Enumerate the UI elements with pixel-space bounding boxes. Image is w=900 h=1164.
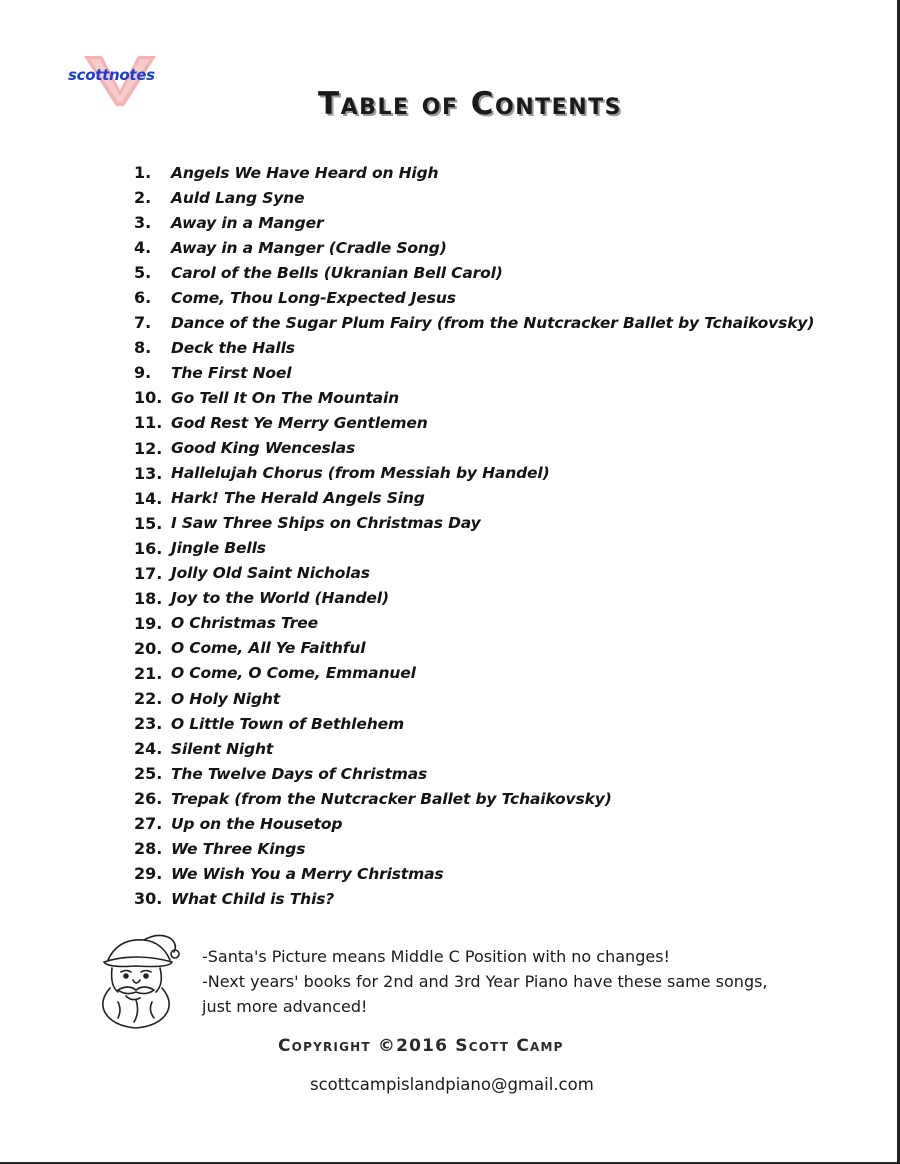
toc-item[interactable] bbox=[134, 160, 774, 185]
toc-number: 20. bbox=[134, 638, 163, 658]
toc-number: 2. bbox=[134, 188, 152, 208]
toc-number: 16. bbox=[134, 538, 163, 558]
toc-title: O Holy Night bbox=[171, 689, 281, 708]
toc-item[interactable] bbox=[134, 786, 774, 811]
toc-title: Carol of the Bells (Ukranian Bell Carol) bbox=[171, 263, 503, 282]
toc-title: The Twelve Days of Christmas bbox=[171, 764, 428, 783]
contact-email[interactable]: scottcampislandpiano@gmail.com bbox=[310, 1075, 594, 1094]
toc-title: We Three Kings bbox=[171, 839, 306, 858]
toc-item[interactable] bbox=[134, 736, 774, 761]
toc-number: 1. bbox=[134, 163, 152, 183]
toc-title: Jingle Bells bbox=[171, 539, 266, 558]
toc-number: 17. bbox=[134, 563, 163, 583]
toc-number: 22. bbox=[134, 689, 163, 708]
toc-number: 7. bbox=[134, 313, 152, 333]
toc-item[interactable] bbox=[134, 436, 774, 461]
toc-item[interactable] bbox=[134, 511, 774, 536]
toc-item[interactable] bbox=[134, 886, 774, 911]
logo-text: scottnotes bbox=[68, 66, 155, 84]
toc-title: Deck the Halls bbox=[171, 338, 295, 357]
note-line: -Santa's Picture means Middle C Position with no changes! bbox=[202, 947, 670, 966]
toc-title: We Wish You a Merry Christmas bbox=[171, 864, 444, 883]
toc-title: Up on the Housetop bbox=[171, 814, 343, 833]
toc-number: 25. bbox=[134, 764, 163, 784]
toc-item[interactable] bbox=[134, 285, 774, 310]
toc-number: 29. bbox=[134, 864, 163, 884]
toc-number: 26. bbox=[134, 789, 163, 809]
toc-number: 11. bbox=[134, 413, 163, 433]
table-of-contents bbox=[134, 160, 815, 911]
toc-item[interactable] bbox=[134, 536, 774, 561]
toc-number: 14. bbox=[134, 488, 163, 508]
toc-title: Silent Night bbox=[171, 739, 274, 758]
toc-title: Jolly Old Saint Nicholas bbox=[171, 564, 370, 583]
page-title: Table of Contents bbox=[318, 86, 622, 122]
scottnotes-logo bbox=[68, 52, 178, 112]
santa-notes bbox=[202, 944, 842, 1019]
toc-number: 9. bbox=[134, 363, 152, 383]
toc-item[interactable] bbox=[134, 335, 774, 360]
toc-number: 13. bbox=[134, 463, 163, 483]
toc-title: Go Tell It On The Mountain bbox=[171, 388, 400, 407]
toc-item[interactable] bbox=[134, 486, 774, 511]
toc-number: 10. bbox=[134, 388, 163, 408]
copyright: Copyright ©2016 Scott Camp bbox=[278, 1036, 564, 1056]
toc-item[interactable] bbox=[134, 661, 774, 686]
toc-title: O Christmas Tree bbox=[171, 614, 318, 633]
toc-item[interactable] bbox=[134, 611, 774, 636]
toc-item[interactable] bbox=[134, 360, 774, 385]
toc-item[interactable] bbox=[134, 686, 774, 711]
toc-number: 4. bbox=[134, 238, 152, 258]
toc-title: Dance of the Sugar Plum Fairy (from the Nutcracker Ballet by Tchaikovsky) bbox=[171, 313, 815, 332]
toc-number: 5. bbox=[134, 263, 152, 283]
toc-title: Hallelujah Chorus (from Messiah by Handel) bbox=[171, 464, 550, 483]
toc-number: 23. bbox=[134, 714, 163, 734]
toc-number: 24. bbox=[134, 739, 163, 759]
toc-title: God Rest Ye Merry Gentlemen bbox=[171, 413, 428, 432]
toc-number: 12. bbox=[134, 438, 163, 458]
toc-number: 15. bbox=[134, 513, 163, 533]
toc-title: Angels We Have Heard on High bbox=[171, 163, 439, 182]
toc-title: O Come, All Ye Faithful bbox=[171, 639, 366, 658]
toc-number: 19. bbox=[134, 613, 163, 633]
toc-item[interactable] bbox=[134, 836, 774, 861]
toc-title: Hark! The Herald Angels Sing bbox=[171, 489, 425, 508]
toc-number: 8. bbox=[134, 338, 152, 358]
toc-item[interactable] bbox=[134, 561, 774, 586]
toc-number: 21. bbox=[134, 663, 163, 683]
toc-title: O Little Town of Bethlehem bbox=[171, 714, 404, 733]
toc-title: I Saw Three Ships on Christmas Day bbox=[171, 514, 481, 533]
toc-number: 30. bbox=[134, 889, 163, 909]
santa-icon bbox=[88, 930, 184, 1030]
toc-number: 27. bbox=[134, 814, 163, 834]
toc-title: O Come, O Come, Emmanuel bbox=[171, 664, 416, 683]
toc-item[interactable] bbox=[134, 210, 774, 235]
toc-item[interactable] bbox=[134, 310, 815, 335]
toc-item[interactable] bbox=[134, 385, 774, 410]
toc-item[interactable] bbox=[134, 260, 774, 285]
toc-item[interactable] bbox=[134, 636, 774, 661]
toc-item[interactable] bbox=[134, 235, 774, 260]
toc-title: Trepak (from the Nutcracker Ballet by Tchaikovsky) bbox=[171, 789, 612, 808]
toc-item[interactable] bbox=[134, 761, 774, 786]
toc-item[interactable] bbox=[134, 811, 774, 836]
toc-number: 3. bbox=[134, 213, 152, 233]
toc-title: Good King Wenceslas bbox=[171, 439, 356, 458]
note-line: just more advanced! bbox=[202, 997, 368, 1016]
toc-item[interactable] bbox=[134, 861, 774, 886]
toc-title: Joy to the World (Handel) bbox=[171, 589, 389, 608]
toc-item[interactable] bbox=[134, 586, 774, 611]
toc-item[interactable] bbox=[134, 711, 774, 736]
toc-item[interactable] bbox=[134, 185, 774, 210]
toc-item[interactable] bbox=[134, 410, 774, 435]
toc-number: 6. bbox=[134, 288, 152, 308]
toc-title: Auld Lang Syne bbox=[171, 188, 305, 207]
toc-title: What Child is This? bbox=[171, 889, 335, 908]
toc-number: 18. bbox=[134, 588, 163, 608]
toc-title: Away in a Manger (Cradle Song) bbox=[171, 238, 447, 257]
toc-number: 28. bbox=[134, 839, 163, 859]
note-line: -Next years' books for 2nd and 3rd Year Piano have these same songs, bbox=[202, 972, 768, 991]
toc-title: Come, Thou Long-Expected Jesus bbox=[171, 288, 456, 307]
toc-title: Away in a Manger bbox=[171, 213, 324, 232]
toc-title: The First Noel bbox=[171, 363, 292, 382]
toc-item[interactable] bbox=[134, 461, 774, 486]
